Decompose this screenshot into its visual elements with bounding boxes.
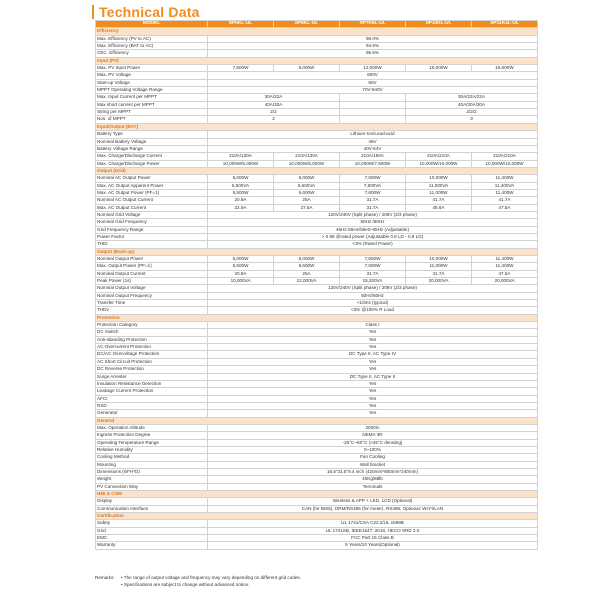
spec-value: Fan Cooling [208, 454, 538, 461]
spec-value: 11,400W [472, 256, 538, 263]
spec-value: Yes [208, 336, 538, 343]
spec-value: Yes [208, 358, 538, 365]
spec-value: 11,000VA [406, 182, 472, 189]
spec-label: THDi [96, 241, 208, 248]
spec-label: Max. AC Output Current [96, 204, 208, 211]
spec-row [96, 373, 538, 380]
spec-label: Dimensions (W*H*D) [96, 468, 208, 475]
spec-value: 10,000W/7,600W [340, 160, 406, 167]
spec-value: 7,600W [340, 175, 406, 182]
section-header-row [96, 28, 538, 35]
page-title [92, 4, 200, 20]
spec-label: PV Connection Way [96, 483, 208, 490]
remarks [95, 574, 301, 588]
section-title: General [96, 417, 538, 424]
spec-value: 47.5A [472, 270, 538, 277]
spec-row [96, 116, 538, 123]
spec-label: CEC. Efficiency [96, 50, 208, 57]
spec-value: <3% @100% R Load [208, 307, 538, 314]
spec-value: DC Type II, AC Type IV [208, 351, 538, 358]
spec-label: Start-up Voltage [96, 79, 208, 86]
spec-row [96, 498, 538, 505]
spec-value: 31.7A [340, 270, 406, 277]
spec-label: Operating Temperature Range [96, 439, 208, 446]
spec-label: Nos. of MPPT [96, 116, 208, 123]
spec-label: Weight [96, 476, 208, 483]
title-accent-bar [92, 5, 94, 19]
spec-row [96, 94, 538, 101]
spec-label: Display [96, 498, 208, 505]
spec-label: Mounting [96, 461, 208, 468]
spec-label: Max. Efficiency (BAT to AC) [96, 43, 208, 50]
spec-row [96, 219, 538, 226]
spec-row [96, 542, 538, 549]
spec-value: FCC Part 15 Class B [208, 535, 538, 542]
spec-label: Nominal Battery Voltage [96, 138, 208, 145]
spec-value: 20,000VA [406, 278, 472, 285]
spec-row [96, 336, 538, 343]
spec-label: DC Reverse Protection [96, 366, 208, 373]
spec-label: Battery Type [96, 131, 208, 138]
spec-label: Power Factor [96, 233, 208, 240]
spec-row [96, 300, 538, 307]
spec-value: Yes [208, 366, 538, 373]
spec-label: Nominal Grid Frequency [96, 219, 208, 226]
spec-row [96, 43, 538, 50]
spec-label: Nominal AC Output Current [96, 197, 208, 204]
column-header-model: MODEL [96, 21, 208, 28]
spec-row [96, 270, 538, 277]
spec-row [96, 65, 538, 72]
section-header-row [96, 167, 538, 174]
spec-value: 20.9A [208, 197, 274, 204]
spec-value: 10,000W/10,000W [406, 160, 472, 167]
section-title: Output (Back-up) [96, 248, 538, 255]
spec-label: Battery Voltage Range [96, 145, 208, 152]
spec-value: 70V-540V [208, 87, 538, 94]
spec-label: Nominal Output Frequency [96, 292, 208, 299]
spec-value: 16.5"31.5"9.4 inch (420mm*800mm*240mm) [208, 468, 538, 475]
spec-value: 5,500W [208, 189, 274, 196]
spec-value: 25A [274, 197, 340, 204]
section-header-row [96, 123, 538, 130]
spec-row [96, 241, 538, 248]
spec-row [96, 211, 538, 218]
spec-label: AC Overcurrent Protection [96, 344, 208, 351]
spec-label: Max. AC Output Power (PF=1) [96, 189, 208, 196]
spec-value: 10,000W/6,000W [274, 160, 340, 167]
section-header-row [96, 513, 538, 520]
column-header-model-name: SP7K6L-UL [340, 21, 406, 28]
spec-value: 45Hz-55Hz/55Hz-65Hz (Adjustable) [208, 226, 538, 233]
spec-label: RSD [96, 402, 208, 409]
spec-value: 7,600W [340, 263, 406, 270]
section-title: Protection [96, 314, 538, 321]
section-title: Input (PV) [96, 57, 538, 64]
spec-label: Max. Charge/Discharge Current [96, 153, 208, 160]
spec-value: UL 1741/CSA C22.2/UL 1699B [208, 520, 538, 527]
spec-value: Yes [208, 388, 538, 395]
spec-value: 40Kg/88lb [208, 476, 538, 483]
spec-value: 12,000VA [274, 278, 340, 285]
column-header-model-name: SP5KL-UL [208, 21, 274, 28]
spec-value: 6,600VA [274, 182, 340, 189]
title-text: Technical Data [99, 4, 200, 20]
spec-value: 10,000W/5,000W [208, 160, 274, 167]
spec-label: Nominal Output Power [96, 256, 208, 263]
section-header-row [96, 491, 538, 498]
spec-row [96, 358, 538, 365]
spec-value: Wall bracket [208, 461, 538, 468]
spec-row [96, 468, 538, 475]
spec-value: Yes [208, 410, 538, 417]
spec-value: Lithium-Ion/Lead-acid [208, 131, 538, 138]
spec-label: Nominal Output Current [96, 270, 208, 277]
section-header-row [96, 57, 538, 64]
spec-row [96, 439, 538, 446]
spec-value: 30A/22A [208, 94, 340, 101]
spec-value: 15,000W [406, 65, 472, 72]
spec-row [96, 380, 538, 387]
spec-value: 10,000W [406, 256, 472, 263]
spec-value: Yes [208, 380, 538, 387]
section-title: Input/Output (BAT) [96, 123, 538, 130]
technical-data-table [95, 20, 538, 550]
spec-row [96, 483, 538, 490]
spec-value: 210A/130A [208, 153, 274, 160]
spec-value [340, 101, 406, 108]
spec-row [96, 454, 538, 461]
spec-value: -25°C~60°C (>45°C derating) [208, 439, 538, 446]
spec-value: 210A/210A [406, 153, 472, 160]
spec-value: 6,600W [274, 263, 340, 270]
spec-label: Max. Charge/Discharge Power [96, 160, 208, 167]
spec-label: Anti-Islanding Protection [96, 336, 208, 343]
spec-row [96, 410, 538, 417]
spec-value: 2/2/2 [406, 109, 538, 116]
spec-label: Relative Humidity [96, 446, 208, 453]
spec-value: 98.0% [208, 35, 538, 42]
spec-value [340, 116, 406, 123]
spec-label: THDv [96, 307, 208, 314]
spec-row [96, 520, 538, 527]
spec-value: 7,600W [340, 189, 406, 196]
spec-value: 50Hz/60Hz [208, 292, 538, 299]
remark-line: • The range of output voltage and frequency may vary depending on different grid codes. [121, 575, 301, 580]
spec-value: UL 1741SB, IEEE1547: 2018, HECO SRD 2.0 [208, 527, 538, 534]
spec-label: AFCI [96, 395, 208, 402]
section-header-row [96, 248, 538, 255]
spec-label: Max. Output Power (PF=1) [96, 263, 208, 270]
spec-label: Ingress Protection Degree [96, 432, 208, 439]
spec-row [96, 72, 538, 79]
spec-label: EMC [96, 535, 208, 542]
spec-value: 40A/30A/30A [406, 101, 538, 108]
spec-row [96, 101, 538, 108]
spec-row [96, 307, 538, 314]
spec-value: 5,500W [208, 263, 274, 270]
spec-row [96, 182, 538, 189]
spec-value: 50Hz /60Hz [208, 219, 538, 226]
spec-row [96, 351, 538, 358]
spec-row [96, 424, 538, 431]
spec-row [96, 292, 538, 299]
spec-row [96, 322, 538, 329]
spec-value: 120V/240V (Split phase) / 208V (2/3 phase) [208, 211, 538, 218]
spec-value: 120V/240V (Split phase) / 208V (2/3 phase) [208, 285, 538, 292]
spec-value: 40V-64V [208, 145, 538, 152]
spec-value: 9,000W [274, 65, 340, 72]
spec-row [96, 344, 538, 351]
spec-label: Peak Power (1s) [96, 278, 208, 285]
spec-value: 10,000W/10,000W [472, 160, 538, 167]
spec-value: 7,600W [340, 256, 406, 263]
spec-value: 48V [208, 138, 538, 145]
spec-label: Protection Category [96, 322, 208, 329]
spec-value: 40A/30A [208, 101, 340, 108]
spec-label: Leakage Current Protection [96, 388, 208, 395]
spec-value: Class I [208, 322, 538, 329]
spec-row [96, 138, 538, 145]
spec-value: 6,600W [274, 189, 340, 196]
spec-row [96, 189, 538, 196]
spec-row [96, 505, 538, 512]
spec-label: Max. Input Current per MPPT [96, 94, 208, 101]
spec-value: 11,400VA [472, 182, 538, 189]
spec-row [96, 233, 538, 240]
spec-row [96, 527, 538, 534]
column-header-model-name: SP6KL-UL [274, 21, 340, 28]
spec-row [96, 395, 538, 402]
spec-value: 41.7A [406, 270, 472, 277]
spec-value: > 0.99 @rated power (Adjustable 0.8 LD - 0.8 LG) [208, 233, 538, 240]
spec-value: <3% (Rated Power) [208, 241, 538, 248]
spec-label: Grid Frequency Range [96, 226, 208, 233]
spec-value: 20,000VA [472, 278, 538, 285]
spec-row [96, 204, 538, 211]
spec-row [96, 175, 538, 182]
spec-label: Max. AC Output Apparent Power [96, 182, 208, 189]
spec-label: MPPT Operating Voltage Range [96, 87, 208, 94]
spec-value: CAN (for BMS), DRM/RS485 (for meter), RS485, Optional: Wi-Fi/LAN [208, 505, 538, 512]
spec-row [96, 145, 538, 152]
spec-value: 600V [208, 72, 538, 79]
spec-value: 15,000W [472, 65, 538, 72]
spec-row [96, 278, 538, 285]
spec-value: 11,000W [406, 189, 472, 196]
spec-label: String per MPPT [96, 109, 208, 116]
spec-value: 47.5A [472, 204, 538, 211]
spec-value: 10,000W [406, 175, 472, 182]
spec-value: 6,000W [274, 256, 340, 263]
spec-label: Grid [96, 527, 208, 534]
spec-value: 96.5% [208, 50, 538, 57]
spec-value: 11,000W [406, 263, 472, 270]
section-title: Output (Grid) [96, 167, 538, 174]
spec-row [96, 50, 538, 57]
spec-label: Warranty [96, 542, 208, 549]
spec-label: Generator [96, 410, 208, 417]
spec-row [96, 35, 538, 42]
section-header-row [96, 417, 538, 424]
spec-value: Terminals [208, 483, 538, 490]
section-header-row [96, 314, 538, 321]
spec-row [96, 461, 538, 468]
spec-label: DC/AC Overvoltage Protection [96, 351, 208, 358]
spec-value: 15,200VA [340, 278, 406, 285]
spec-value: 12,000W [340, 65, 406, 72]
spec-row [96, 476, 538, 483]
column-header-model-name: SP11K4L-UL [472, 21, 538, 28]
spec-value: 41.7A [472, 197, 538, 204]
spec-row [96, 197, 538, 204]
spec-value: 0~100% [208, 446, 538, 453]
spec-value: 210A/180A [340, 153, 406, 160]
spec-value [340, 94, 406, 101]
spec-row [96, 366, 538, 373]
spec-value: 45.8A [406, 204, 472, 211]
spec-row [96, 256, 538, 263]
spec-value: Yes [208, 402, 538, 409]
spec-value: 7,600VA [340, 182, 406, 189]
spec-label: Insulation Resistance Detection [96, 380, 208, 387]
remark-line: • Specifications are subject to change without advanced notice. [121, 582, 250, 587]
spec-value: 6,000W [274, 175, 340, 182]
spec-value: 5 Years/10 Years(Optional) [208, 542, 538, 549]
spec-value: 10,000VA [208, 278, 274, 285]
spec-value: 30A/22A/22A [406, 94, 538, 101]
spec-row [96, 388, 538, 395]
spec-value: Yes [208, 395, 538, 402]
spec-label: Surge Arrester [96, 373, 208, 380]
spec-row [96, 446, 538, 453]
spec-label: AC Short Circuit Protection [96, 358, 208, 365]
spec-label: Max short current per MPPT [96, 101, 208, 108]
column-header-model-name: SP10KL-UL [406, 21, 472, 28]
spec-value: 20.8A [208, 270, 274, 277]
section-title: Certification [96, 513, 538, 520]
spec-label: Max. PV Input Power [96, 65, 208, 72]
spec-label: Max. Operation Altitude [96, 424, 208, 431]
spec-row [96, 432, 538, 439]
spec-row [96, 263, 538, 270]
spec-value: 22.9A [208, 204, 274, 211]
spec-value: <10ms (typical) [208, 300, 538, 307]
spec-value: 27.5A [274, 204, 340, 211]
spec-row [96, 109, 538, 116]
spec-value: 90V [208, 79, 538, 86]
spec-label: Transfer Time [96, 300, 208, 307]
spec-value: 25A [274, 270, 340, 277]
spec-value: 11,400W [472, 263, 538, 270]
spec-row [96, 285, 538, 292]
section-title: Efficiency [96, 28, 538, 35]
spec-row [96, 87, 538, 94]
spec-label: Nominal AC Output Power [96, 175, 208, 182]
spec-value: NEMA 3R [208, 432, 538, 439]
spec-value: DC Type II, AC Type II [208, 373, 538, 380]
spec-value: 11,400W [472, 189, 538, 196]
spec-value: 2000m [208, 424, 538, 431]
spec-label: Nominal Grid Voltage [96, 211, 208, 218]
spec-label: Cooling Method [96, 454, 208, 461]
spec-value: 94.5% [208, 43, 538, 50]
spec-row [96, 160, 538, 167]
section-title: HMI & COM [96, 491, 538, 498]
spec-value: Yes [208, 344, 538, 351]
table-header-row [96, 21, 538, 28]
spec-value: 5,000W [208, 256, 274, 263]
spec-value: Yes [208, 329, 538, 336]
spec-value: 2/2 [208, 109, 340, 116]
spec-value: Wireless & APP + LED, LCD (Optional) [208, 498, 538, 505]
spec-value: 7,500W [208, 65, 274, 72]
spec-value: 5,000W [208, 175, 274, 182]
spec-label: Max. Efficiency (PV to AC) [96, 35, 208, 42]
spec-row [96, 329, 538, 336]
spec-row [96, 153, 538, 160]
spec-row [96, 131, 538, 138]
spec-label: DC Switch [96, 329, 208, 336]
spec-label: Nominal Output Voltage [96, 285, 208, 292]
spec-value: 210A/210A [472, 153, 538, 160]
spec-value: 2 [208, 116, 340, 123]
spec-label: Safety [96, 520, 208, 527]
spec-row [96, 535, 538, 542]
remarks-label: Remarks: [95, 575, 115, 580]
spec-value: 5,500VA [208, 182, 274, 189]
spec-label: Max. PV Voltage [96, 72, 208, 79]
spec-value [340, 109, 406, 116]
spec-value: 3 [406, 116, 538, 123]
spec-value: 41.7A [406, 197, 472, 204]
spec-row [96, 79, 538, 86]
spec-row [96, 402, 538, 409]
spec-row [96, 226, 538, 233]
spec-value: 31.7A [340, 197, 406, 204]
spec-value: 11,400W [472, 175, 538, 182]
spec-value: 31.7A [340, 204, 406, 211]
spec-value: 210A/130A [274, 153, 340, 160]
spec-label: Communication Interface [96, 505, 208, 512]
